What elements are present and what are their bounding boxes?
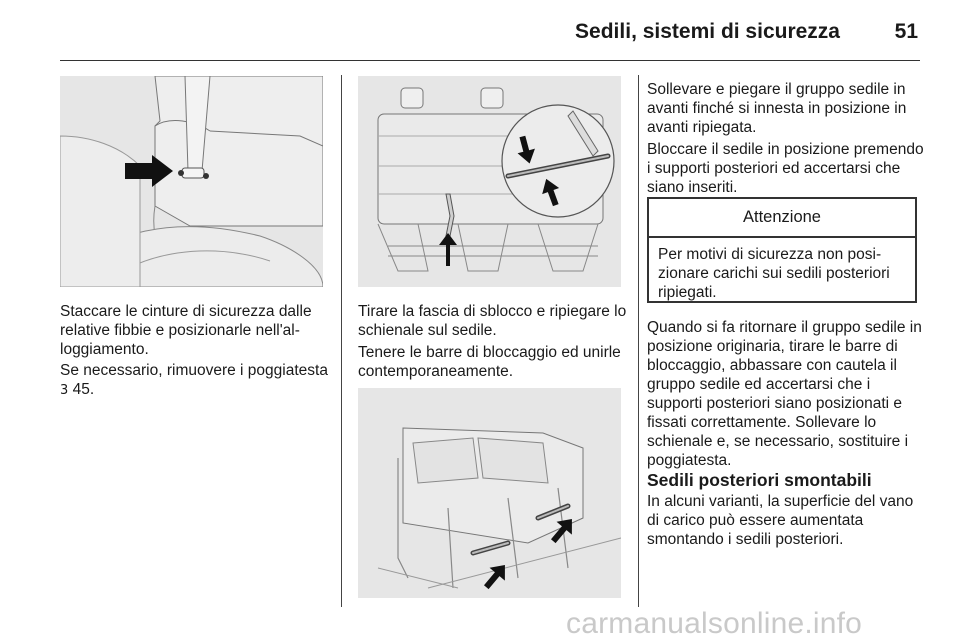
figure-locking-bars [358,388,621,598]
section-heading: Sedili posteriori smontabili [647,470,872,490]
figure-seatbelt-buckle [60,76,323,287]
col3-paragraph-1: Sollevare e piegare il gruppo sedile in avanti finché si innesta in posizione in avanti ripiegata. [647,81,907,136]
page-reference-number[interactable]: 45. [72,381,95,398]
col1-paragraph-2-text: Se necessario, rimuovere i poggiatesta [60,362,328,379]
figure-seat-unlock [358,76,621,287]
col2-paragraph-2: Tenere le barre di bloccaggio ed unirle contemporaneamente. [358,344,621,380]
col2-paragraph-1: Tirare la fascia di sblocco e ripiegare lo schienale sul sedile. [358,303,627,339]
bench-illustration [358,76,621,287]
warning-text: Per motivi di sicurezza non posizionare carichi sui sedili posteriori ripiegati. [658,246,890,301]
column-divider-right [638,75,639,607]
page-number: 51 [894,20,918,43]
col3-paragraph-2: Bloccare il sedile in posizione premendo i supporti posteriori ed accertarsi che siano inseriti. [647,141,924,196]
seatbelt-illustration [60,76,323,287]
warning-title: Attenzione [649,199,915,238]
col1-paragraph-1: Staccare le cinture di sicurezza dalle relative fibbie e posizionarle nell'alloggiamento. [60,303,312,358]
column-divider-left [341,75,342,607]
col3-paragraph-4: In alcuni varianti, la superficie del vano di carico può essere aumentata smontando i sedili posteriori. [647,493,914,548]
col1-paragraph-2 [60,361,330,400]
header-rule [60,60,920,61]
col3-paragraph-3: Quando si fa ritornare il gruppo sedile in posizione originaria, tirare le barre di bloccaggio, abbassare con cautela il gruppo sedile ed accertarsi che i supporti posteriori siano posizionati e fissati correttamente. Sollevare lo schienale e, se necessario, sostituire i poggiatesta. [647,319,922,469]
header-title: Sedili, sistemi di sicurezza [575,20,840,43]
page-reference-icon: 3 [60,383,69,398]
folded-bench-illustration [358,388,621,598]
warning-box [647,197,917,303]
footer-watermark: carmanualsonline.info [566,607,863,640]
